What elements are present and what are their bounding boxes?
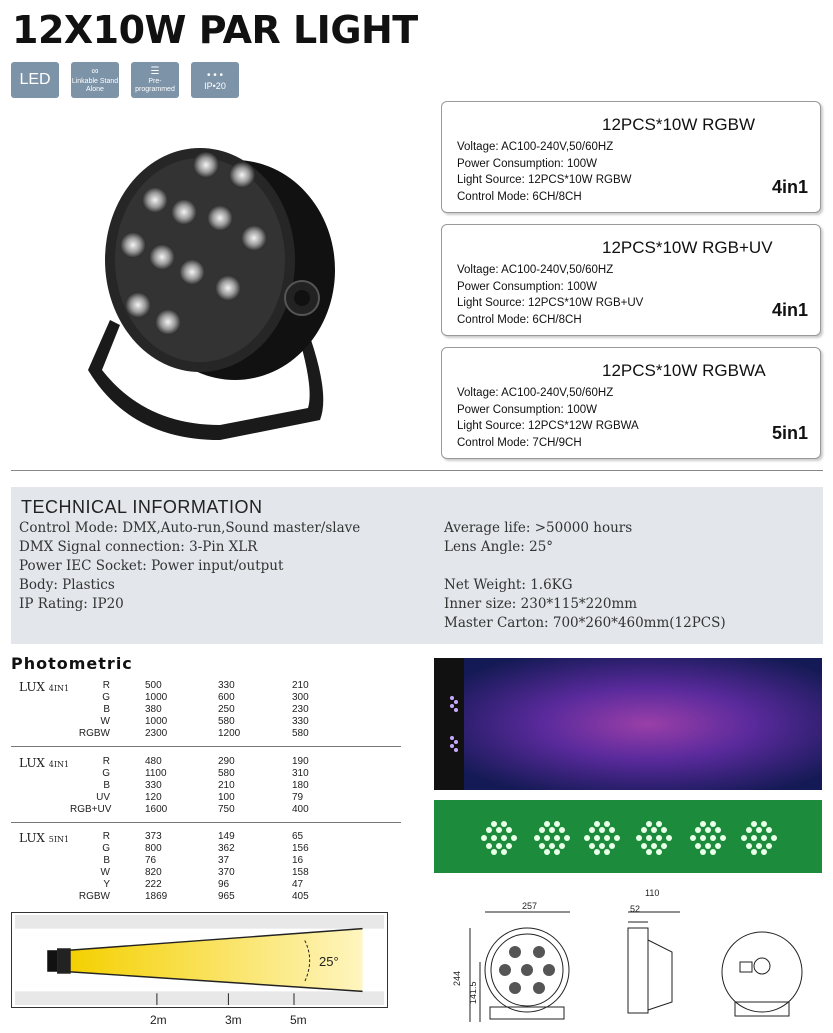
lux-at-5m: 300	[292, 692, 309, 703]
lux-at-5m: 230	[292, 704, 309, 715]
distance-5m: 5m	[290, 1013, 307, 1027]
led-pattern-photo	[434, 800, 822, 873]
lux-at-3m: 965	[218, 891, 235, 902]
lux-at-3m: 210	[218, 780, 235, 791]
lux-at-2m: 800	[145, 843, 162, 854]
lux-at-2m: 76	[145, 855, 157, 866]
lux-row	[0, 867, 405, 879]
lux-at-3m: 580	[218, 716, 235, 727]
lux-at-2m: 373	[145, 831, 162, 842]
color-channel: R	[102, 831, 110, 842]
lux-at-3m: 370	[218, 867, 235, 878]
lux-at-5m: 190	[292, 756, 309, 767]
spec-voltage: Voltage: AC100-240V,50/60HZ	[457, 141, 614, 153]
linkable-badge	[71, 62, 119, 98]
spec-voltage: Voltage: AC100-240V,50/60HZ	[457, 264, 614, 276]
tech-control-mode: Control Mode: DMX,Auto-run,Sound master/slave	[19, 520, 361, 536]
spec-light-source: Light Source: 12PCS*10W RGBW	[457, 174, 632, 186]
color-channel: G	[102, 768, 110, 779]
spec-power: Power Consumption: 100W	[457, 157, 597, 170]
lux-at-2m: 1600	[145, 804, 168, 815]
lux-at-3m: 580	[218, 768, 235, 779]
dimension-height2: 141.5	[468, 981, 478, 1004]
lux-unit: LUX	[19, 680, 45, 694]
spec-voltage: Voltage: AC100-240V,50/60HZ	[457, 387, 614, 399]
lux-at-3m: 100	[218, 792, 235, 803]
color-channel: G	[102, 843, 110, 854]
tech-heading: TECHNICAL INFORMATION	[21, 497, 263, 517]
spec-control-mode: Control Mode: 7CH/9CH	[457, 436, 582, 449]
tech-average-life: Average life: >50000 hours	[444, 520, 633, 536]
link-icon: ∞	[91, 66, 99, 77]
dimension-depth2: 52	[630, 904, 641, 914]
tech-ip-rating: IP Rating: IP20	[19, 596, 124, 612]
lux-at-2m: 222	[145, 879, 162, 890]
spec-power: Power Consumption: 100W	[457, 403, 597, 416]
lux-at-5m: 65	[292, 831, 304, 842]
tech-dmx-connection: DMX Signal connection: 3-Pin XLR	[19, 539, 258, 555]
lux-at-5m: 180	[292, 780, 309, 791]
color-channel: W	[100, 867, 110, 878]
lux-type: 4IN1	[48, 684, 70, 693]
lux-at-3m: 96	[218, 879, 230, 890]
water-drops-icon: • • •	[206, 70, 224, 81]
color-channel: G	[102, 692, 110, 703]
ip20-badge	[191, 62, 239, 98]
tech-master-carton: Master Carton: 700*260*460mm(12PCS)	[444, 615, 726, 631]
spec-card-rgbuv	[441, 224, 821, 336]
color-channel: RGB+UV	[70, 804, 112, 815]
spec-card-rgbwa	[441, 347, 821, 459]
lux-at-2m: 380	[145, 704, 162, 715]
color-channel: B	[103, 704, 110, 715]
lux-divider	[11, 746, 401, 747]
lux-at-2m: 330	[145, 780, 162, 791]
linkable-badge-label: Linkable Stand Alone	[71, 78, 119, 93]
lux-at-3m: 149	[218, 831, 235, 842]
lux-at-3m: 37	[218, 855, 230, 866]
color-channel: RGBW	[78, 728, 110, 739]
lux-type: 5IN1	[48, 835, 70, 844]
spec-light-source: Light Source: 12PCS*10W RGB+UV	[457, 297, 644, 309]
lux-at-2m: 820	[145, 867, 162, 878]
ip20-badge-label: IP•20	[204, 81, 226, 91]
color-channel: R	[102, 680, 110, 691]
lux-unit: LUX	[19, 756, 45, 770]
spec-mode: 4in1	[771, 300, 808, 320]
lux-unit: LUX	[19, 831, 45, 845]
lux-at-3m: 1200	[218, 728, 241, 739]
program-icon: ☰	[150, 66, 160, 77]
lux-row	[0, 768, 405, 780]
color-channel: RGBW	[78, 891, 110, 902]
lux-type: 4IN1	[48, 760, 70, 769]
lux-row	[0, 891, 405, 903]
lux-divider	[11, 822, 401, 823]
lux-row	[0, 792, 405, 804]
par-light-product-image	[70, 120, 370, 460]
lux-at-5m: 47	[292, 879, 304, 890]
lux-row	[0, 804, 405, 816]
lux-at-3m: 290	[218, 756, 235, 767]
lux-at-2m: 500	[145, 680, 162, 691]
spec-card-title: 12PCS*10W RGBW	[602, 115, 756, 134]
lux-at-3m: 600	[218, 692, 235, 703]
lux-at-2m: 1100	[145, 768, 167, 779]
preprogrammed-badge-label: Pre-programmed	[135, 78, 175, 93]
spec-card-title: 12PCS*10W RGBWA	[602, 361, 766, 380]
lux-at-3m: 330	[218, 680, 235, 691]
lux-row	[0, 756, 405, 768]
tech-inner-size: Inner size: 230*115*220mm	[444, 596, 638, 612]
beam-angle-label: 25°	[319, 954, 339, 969]
distance-3m: 3m	[225, 1013, 242, 1027]
tech-net-weight: Net Weight: 1.6KG	[444, 577, 573, 593]
lux-row	[0, 879, 405, 891]
lux-at-5m: 210	[292, 680, 309, 691]
lux-at-5m: 310	[292, 768, 309, 779]
spec-mode: 4in1	[771, 177, 808, 197]
lux-row	[0, 831, 405, 843]
lux-at-2m: 2300	[145, 728, 168, 739]
lux-row	[0, 692, 405, 704]
feature-badges	[11, 62, 239, 98]
lux-at-5m: 79	[292, 792, 304, 803]
led-badge-label: LED	[19, 71, 51, 88]
lux-at-2m: 120	[145, 792, 162, 803]
lux-at-5m: 330	[292, 716, 309, 727]
color-channel: W	[100, 716, 110, 727]
lux-at-3m: 750	[218, 804, 235, 815]
section-divider	[11, 470, 823, 471]
lux-at-5m: 400	[292, 804, 309, 815]
dimension-width: 257	[522, 901, 538, 911]
color-channel: Y	[103, 879, 110, 890]
lux-at-5m: 158	[292, 867, 309, 878]
lux-row	[0, 843, 405, 855]
spec-card-rgbw	[441, 101, 821, 213]
dimension-depth: 110	[645, 888, 660, 898]
tech-body: Body: Plastics	[19, 577, 115, 593]
lux-row	[0, 728, 405, 740]
lux-at-5m: 156	[292, 843, 309, 854]
technical-information	[11, 487, 823, 644]
page-title: 12X10W PAR LIGHT	[12, 8, 418, 52]
color-channel: B	[103, 855, 110, 866]
photometric-title: Photometric	[11, 654, 133, 673]
lux-row	[0, 855, 405, 867]
lux-at-2m: 1869	[145, 891, 168, 902]
lux-row	[0, 716, 405, 728]
distance-2m: 2m	[150, 1013, 167, 1027]
color-channel: B	[103, 780, 110, 791]
lux-at-3m: 250	[218, 704, 235, 715]
lux-at-3m: 362	[218, 843, 235, 854]
lux-row	[0, 704, 405, 716]
lux-at-2m: 480	[145, 756, 162, 767]
lux-at-5m: 580	[292, 728, 309, 739]
lux-at-5m: 405	[292, 891, 309, 902]
tech-power-socket: Power IEC Socket: Power input/output	[19, 558, 284, 574]
spec-control-mode: Control Mode: 6CH/8CH	[457, 190, 582, 203]
lux-row	[0, 680, 405, 692]
spec-control-mode: Control Mode: 6CH/8CH	[457, 313, 582, 326]
preprogrammed-badge	[131, 62, 179, 98]
dimension-drawings	[440, 882, 825, 1027]
color-channel: R	[102, 756, 110, 767]
lux-at-5m: 16	[292, 855, 304, 866]
uv-light-photo	[434, 658, 822, 790]
dimension-height: 244	[452, 970, 462, 986]
led-badge	[11, 62, 59, 98]
tech-lens-angle: Lens Angle: 25°	[444, 539, 554, 555]
spec-light-source: Light Source: 12PCS*12W RGBWA	[457, 420, 639, 432]
spec-power: Power Consumption: 100W	[457, 280, 597, 293]
color-channel: UV	[96, 792, 110, 803]
lux-at-2m: 1000	[145, 692, 168, 703]
lux-row	[0, 780, 405, 792]
spec-mode: 5in1	[771, 423, 808, 443]
spec-card-title: 12PCS*10W RGB+UV	[602, 238, 773, 257]
lux-at-2m: 1000	[145, 716, 168, 727]
